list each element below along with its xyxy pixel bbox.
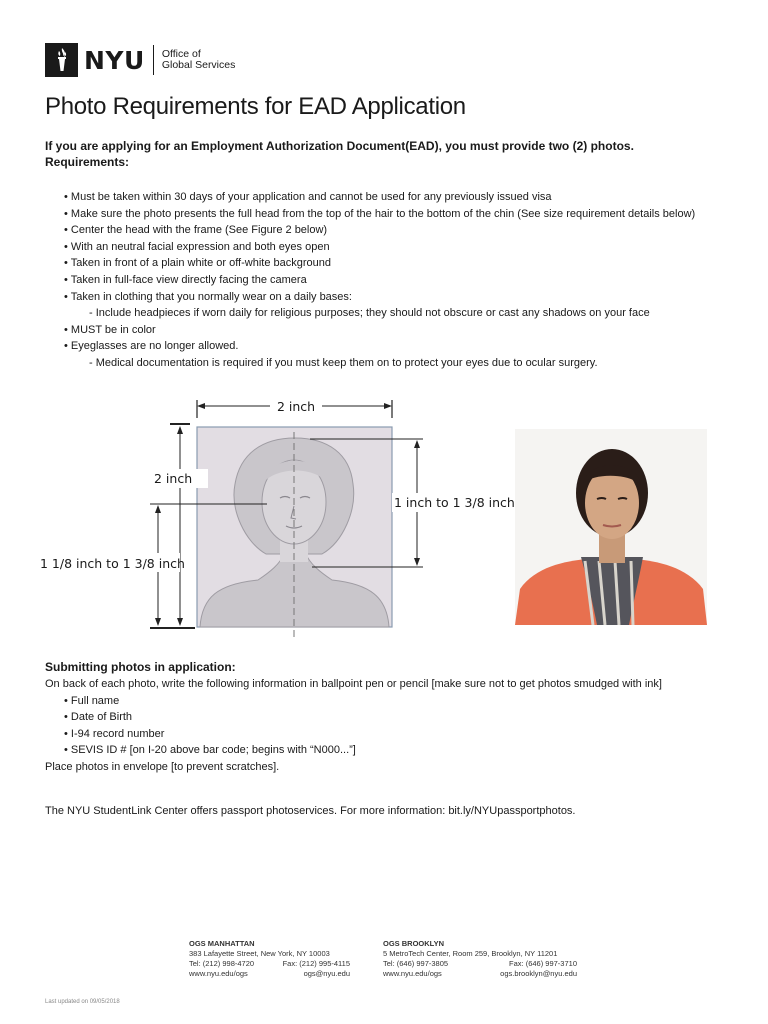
submitting-item: • I-94 record number	[64, 727, 165, 740]
submitting-heading: Submitting photos in application:	[45, 660, 236, 674]
arrowhead	[414, 440, 420, 448]
footer-tel: Tel: (646) 997-3805	[383, 959, 449, 968]
submitting-item: • Date of Birth	[64, 711, 133, 723]
requirement-subitem: - Medical documentation is required if you must keep them on to protect your eyes due to ocular surgery.	[89, 356, 598, 369]
arrowhead	[155, 505, 161, 513]
sample-passport-photo	[515, 429, 707, 625]
footer-fax: Fax: (212) 995-4115	[282, 959, 350, 968]
footer-website-link[interactable]: www.nyu.edu/ogs	[189, 969, 248, 978]
requirement-item: • Make sure the photo presents the full head from the top of the hair to the bottom of the chin (See size requirement details below)	[64, 207, 696, 220]
arrowhead	[177, 426, 183, 434]
requirement-item: • Taken in full-face view directly facing the camera	[64, 273, 307, 286]
submitting-intro: On back of each photo, write the following information in ballpoint pen or pencil [make sure not to get photos smudged with ink]	[45, 678, 662, 690]
footer-address: 5 MetroTech Center, Room 259, Brooklyn, NY 11201	[383, 949, 558, 958]
submitting-list	[45, 693, 662, 759]
head-size-label: 1 inch to 1 3/8 inch	[394, 495, 515, 510]
page-title: Photo Requirements for EAD Application	[45, 93, 466, 120]
footer-address: 383 Lafayette Street, New York, NY 10003	[189, 949, 330, 958]
last-updated: Last updated on 09/05/2018	[45, 999, 120, 1005]
width-label: 2 inch	[276, 399, 316, 414]
footer-fax: Fax: (646) 997-3710	[509, 959, 577, 968]
requirement-item: • Center the head with the frame (See Figure 2 below)	[64, 224, 328, 237]
footer-heading: OGS BROOKLYN	[383, 939, 444, 948]
office-name-line-2: Global Services	[161, 59, 236, 71]
nyu-wordmark: NYU	[84, 45, 145, 75]
arrowhead	[384, 403, 392, 409]
eye-height-label: 1 1/8 inch to 1 3/8 inch	[40, 556, 185, 571]
footer-email-link[interactable]: ogs@nyu.edu	[303, 969, 350, 978]
studentlink-note: The NYU StudentLink Center offers passport photoservices. For more information: bit.ly/NYUpassportphotos.	[45, 805, 576, 817]
requirement-item: • Taken in front of a plain white or off-white background	[64, 257, 331, 270]
submitting-outro: Place photos in envelope [to prevent scratches].	[45, 760, 280, 773]
footer-heading: OGS MANHATTAN	[189, 939, 255, 948]
requirement-item: • MUST be in color	[64, 323, 156, 336]
footer-manhattan	[189, 939, 350, 979]
photo-size-diagram	[30, 392, 520, 642]
arrowhead	[177, 618, 183, 626]
requirement-item: • Taken in clothing that you normally wear on a daily bases:	[64, 290, 352, 303]
office-name-line-1: Office of	[161, 48, 201, 60]
office-name	[162, 49, 236, 71]
requirement-item: • With an neutral facial expression and both eyes open	[64, 240, 330, 253]
footer-brooklyn	[383, 939, 577, 979]
requirement-item: • Must be taken within 30 days of your application and cannot be used for any previously issued visa	[64, 191, 552, 203]
nyu-torch-logo-icon	[45, 43, 78, 77]
intro-text: If you are applying for an Employment Authorization Document(EAD), you must provide two (2) photos.	[45, 139, 634, 153]
requirement-item: • Eyeglasses are no longer allowed.	[64, 340, 239, 353]
submitting-item: • Full name	[64, 694, 120, 707]
arrowhead	[414, 558, 420, 566]
requirements-list	[64, 189, 695, 372]
header-divider	[153, 45, 154, 75]
footer-tel: Tel: (212) 998-4720	[189, 959, 255, 968]
arrowhead	[155, 618, 161, 626]
footer-email-link[interactable]: ogs.brooklyn@nyu.edu	[500, 969, 577, 978]
requirement-subitem: - Include headpieces if worn daily for religious purposes; they should not obscure or cast any shadows on your face	[89, 307, 650, 320]
footer-website-link[interactable]: www.nyu.edu/ogs	[383, 969, 442, 978]
requirements-heading: Requirements:	[45, 155, 130, 169]
arrowhead	[197, 403, 205, 409]
height-label: 2 inch	[154, 471, 193, 486]
submitting-item: • SEVIS ID # [on I-20 above bar code; begins with “N000...”]	[64, 744, 356, 756]
intro	[45, 138, 634, 170]
submitting-section	[45, 676, 662, 775]
header	[45, 43, 235, 77]
